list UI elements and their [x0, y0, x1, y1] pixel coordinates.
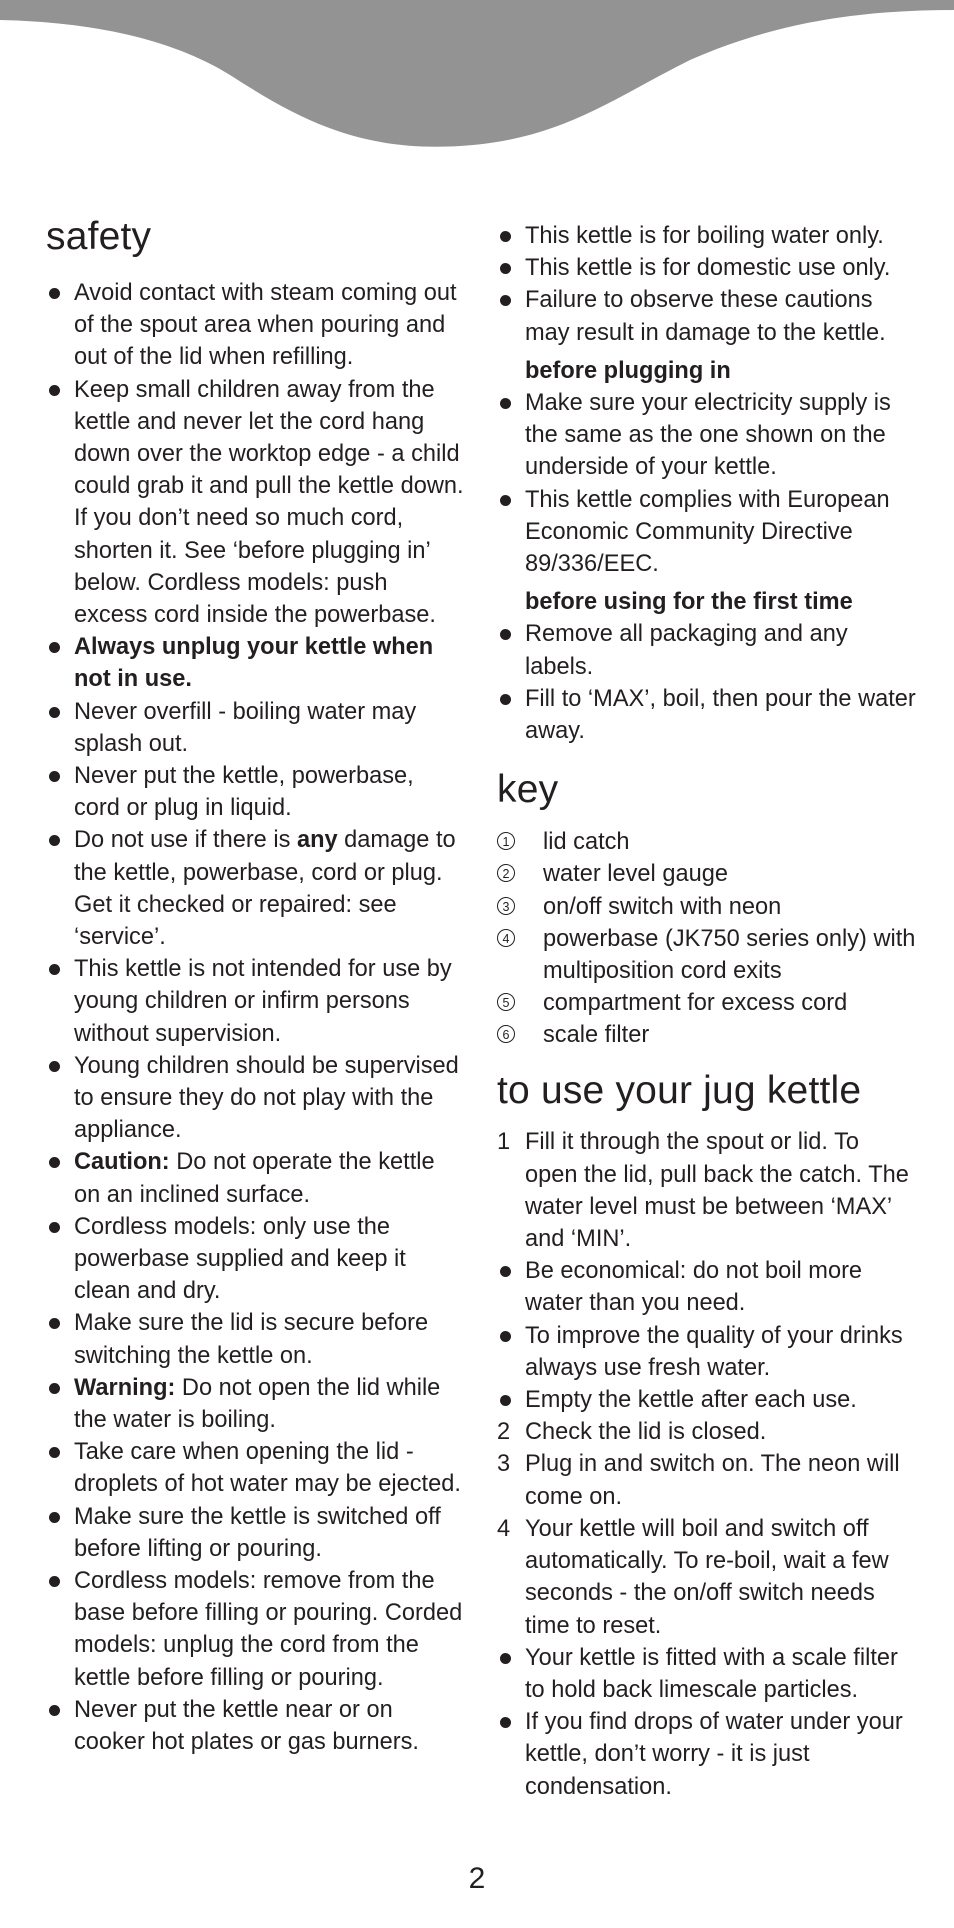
before-plugging-subheading: before plugging in [525, 357, 731, 384]
key-item: 6 scale filter [497, 1019, 917, 1051]
list-item: Never put the kettle near or on cooker hot plates or gas burners. [46, 1694, 464, 1758]
use-list [497, 1126, 917, 1802]
key-item: 5 compartment for excess cord [497, 987, 917, 1019]
list-item: Make sure the lid is secure before switching the kettle on. [46, 1307, 464, 1371]
list-item: This kettle is for boiling water only. [497, 220, 917, 252]
use-step: 1 Fill it through the spout or lid. To open the lid, pull back the catch. The water level must be between ‘MAX’ and ‘MIN’. [497, 1129, 909, 1253]
key-heading: key [497, 768, 559, 812]
key-item: 3 on/off switch with neon [497, 891, 917, 923]
use-step: 2 Check the lid is closed. [497, 1419, 767, 1446]
list-item: This kettle is not intended for use by young children or infirm persons without supervision. [46, 953, 464, 1050]
left-column [46, 216, 464, 1758]
list-item: Do not use if there is any damage to the kettle, powerbase, cord or plug. Get it checked or repaired: see ‘service’. [46, 824, 464, 953]
list-item: Young children should be supervised to ensure they do not play with the appliance. [46, 1050, 464, 1147]
list-item: Take care when opening the lid - droplets of hot water may be ejected. [46, 1436, 464, 1500]
number-badge: 5 [497, 993, 515, 1011]
list-item: Cordless models: only use the powerbase supplied and keep it clean and dry. [46, 1211, 464, 1308]
list-item: Keep small children away from the kettle and never let the cord hang down over the worktop edge - a child could grab it and pull the kettle down. If you don’t need so much cord, shorten it. See ‘before plugging in’ below. Cordless models: push excess cord inside the powerbase. [46, 374, 464, 632]
key-item: 4 powerbase (JK750 series only) with multiposition cord exits [497, 923, 917, 987]
number-badge: 6 [497, 1025, 515, 1043]
list-item: Your kettle is fitted with a scale filter to hold back limescale particles. [497, 1642, 917, 1706]
list-item: This kettle complies with European Economic Community Directive 89/336/EEC. [497, 484, 917, 581]
list-item: Failure to observe these cautions may result in damage to the kettle. [497, 284, 917, 348]
list-item: Remove all packaging and any labels. [497, 618, 917, 682]
header-wave-decoration [0, 0, 954, 160]
use-step: 3 Plug in and switch on. The neon will come on. [497, 1451, 900, 1510]
safety-list [46, 277, 464, 1758]
list-item: Avoid contact with steam coming out of the spout area when pouring and out of the lid when refilling. [46, 277, 464, 374]
list-item: To improve the quality of your drinks always use fresh water. [497, 1320, 917, 1384]
list-item: Empty the kettle after each use. [497, 1384, 917, 1416]
key-item: 2 water level gauge [497, 858, 917, 890]
list-item: Make sure the kettle is switched off before lifting or pouring. [46, 1501, 464, 1565]
key-list [497, 826, 917, 1051]
key-item: 1 lid catch [497, 826, 917, 858]
number-badge: 4 [497, 929, 515, 947]
list-item: Make sure your electricity supply is the same as the one shown on the underside of your kettle. [497, 387, 917, 484]
list-item: Never overfill - boiling water may splash out. [46, 696, 464, 760]
use-step: 4 Your kettle will boil and switch off automatically. To re-boil, wait a few seconds - the on/off switch needs time to reset. [497, 1515, 889, 1639]
list-item: Never put the kettle, powerbase, cord or plug in liquid. [46, 760, 464, 824]
list-item: Always unplug your kettle when not in use. [46, 631, 464, 695]
list-item: This kettle is for domestic use only. [497, 252, 917, 284]
first-time-subheading: before using for the first time [525, 589, 853, 616]
first-time-list [497, 618, 917, 747]
list-item: Caution: Do not operate the kettle on an inclined surface. [46, 1146, 464, 1210]
number-badge: 1 [497, 832, 515, 850]
number-badge: 2 [497, 864, 515, 882]
before-plugging-list [497, 387, 917, 580]
list-item: Cordless models: remove from the base before filling or pouring. Corded models: unplug the cord from the kettle before filling or pouring. [46, 1565, 464, 1694]
page-number: 2 [468, 1862, 486, 1895]
list-item: Be economical: do not boil more water than you need. [497, 1255, 917, 1319]
list-item: If you find drops of water under your kettle, don’t worry - it is just condensation. [497, 1706, 917, 1803]
safety-continued-list [497, 220, 917, 349]
use-heading: to use your jug kettle [497, 1068, 862, 1112]
list-item: Warning: Do not open the lid while the water is boiling. [46, 1372, 464, 1436]
number-badge: 3 [497, 897, 515, 915]
right-column [497, 220, 917, 1803]
list-item: Fill to ‘MAX’, boil, then pour the water away. [497, 683, 917, 747]
safety-heading: safety [46, 215, 152, 258]
